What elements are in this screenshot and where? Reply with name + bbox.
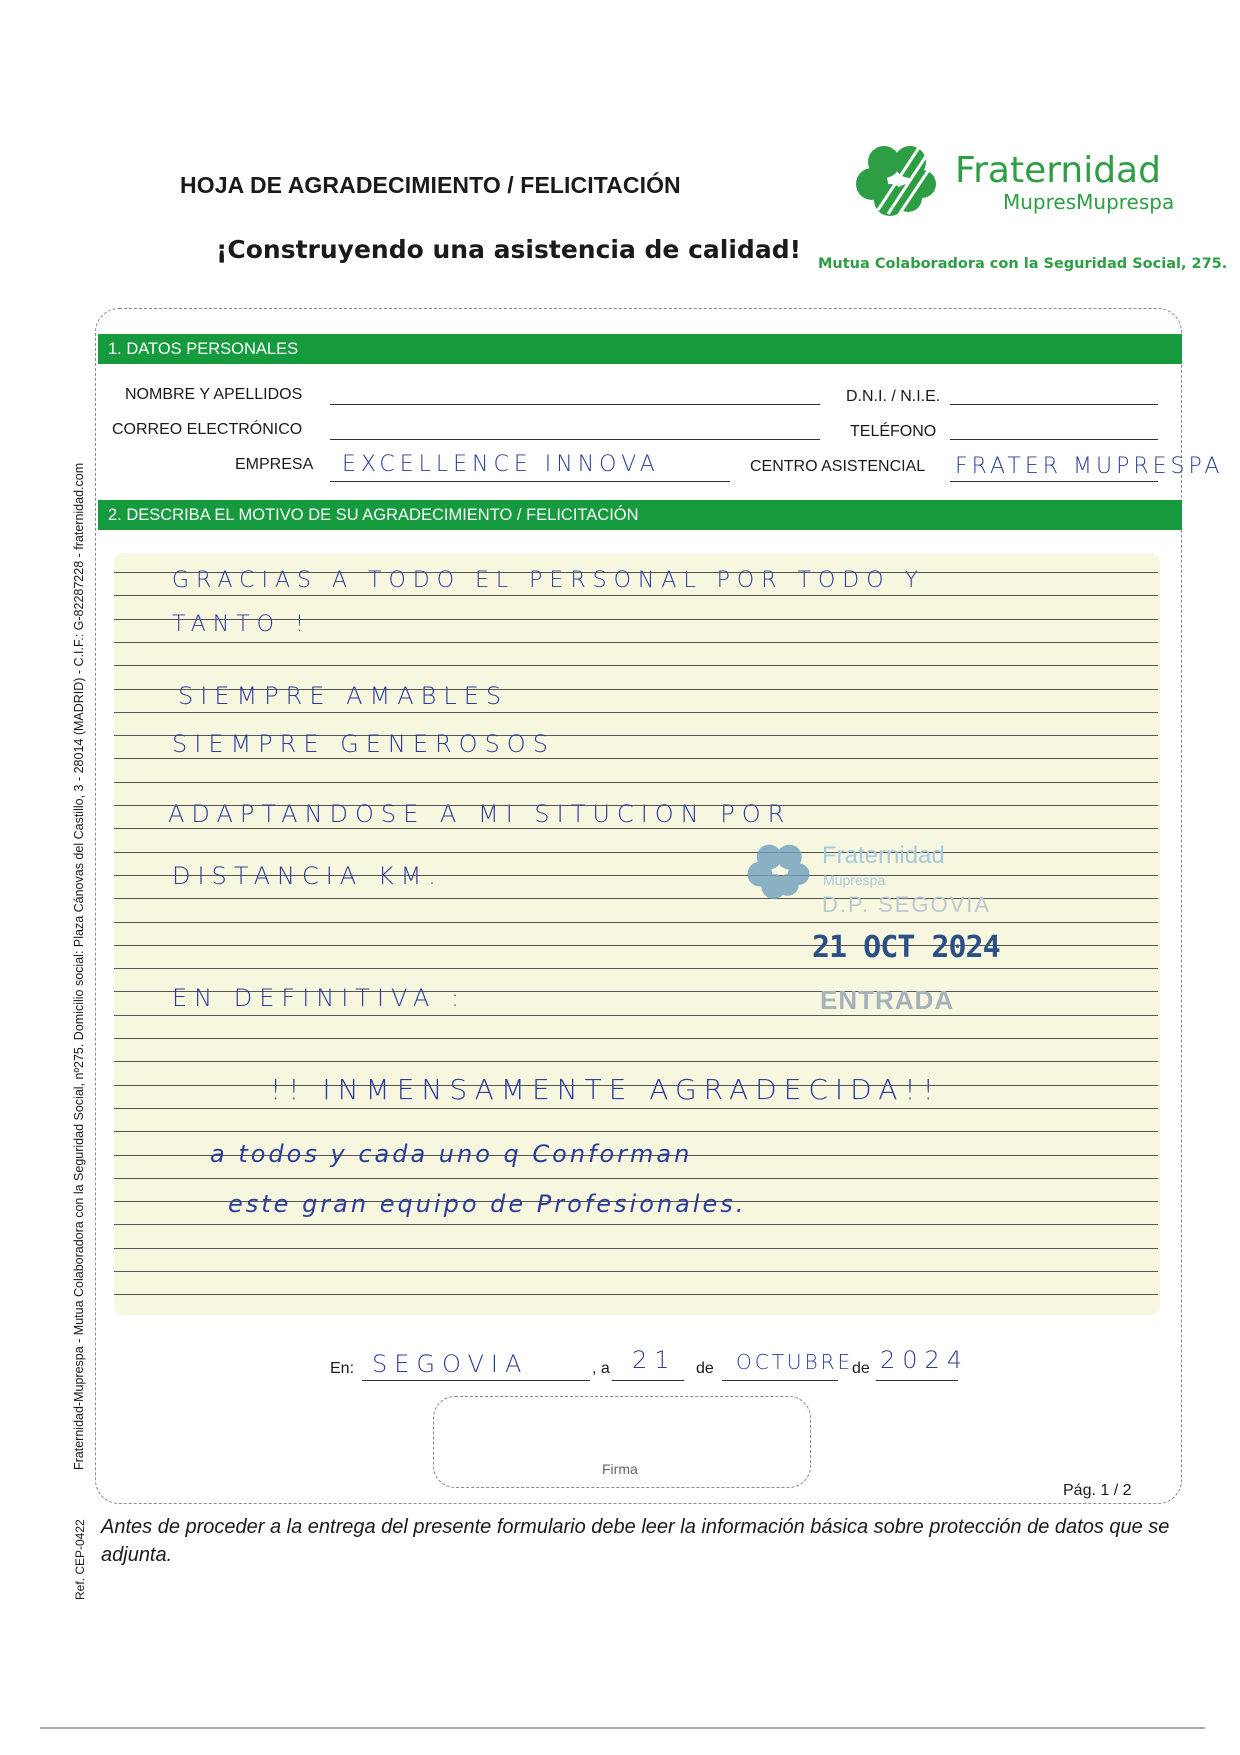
ruled-line [114,758,1158,759]
ruled-line [114,1294,1158,1295]
message-line: SIEMPRE AMABLES [178,682,509,710]
telefono-label: TELÉFONO [850,423,937,440]
ruled-line [114,828,1158,829]
ruled-line [114,852,1158,853]
centro-value: FRATER MUPRESPA [955,454,1224,479]
page-number: Pág. 1 / 2 [1063,1482,1132,1499]
de-label-2: de [852,1360,870,1377]
a-label: , a [592,1360,610,1377]
document-subtitle: ¡Construyendo una asistencia de calidad! [216,235,801,264]
ruled-line [114,1061,1158,1062]
message-line: EN DEFINITIVA : [172,984,467,1012]
ruled-line [114,922,1158,923]
message-line: GRACIAS A TODO EL PERSONAL POR TODO Y [172,568,925,593]
ruled-line [114,1131,1158,1132]
ruled-line [114,1224,1158,1225]
ruled-line [114,968,1158,969]
message-line: TANTO ! [172,612,311,637]
empresa-label: EMPRESA [235,456,314,473]
brand-subname: MupresMuprespa [1003,190,1175,214]
anio-field[interactable] [876,1380,958,1381]
anio-value: 2024 [880,1346,970,1374]
legal-side-text: Fraternidad-Muprespa - Mutua Colaboradora con la Seguridad Social, nº275. Domicilio social: Plaza Cánovas del Castillo, 3 - 28014 (MADRID) - C.I.F.: G-82287228 - fraternidad.com [72,462,86,1470]
ruled-line [114,1015,1158,1016]
centro-label: CENTRO ASISTENCIAL [750,458,926,475]
ruled-line [114,898,1158,899]
telefono-field[interactable] [950,439,1158,440]
ruled-line [114,1271,1158,1272]
firma-label: Firma [602,1461,638,1477]
ruled-line [114,1248,1158,1249]
stamp-date: 21 OCT 2024 [812,930,1000,965]
mes-field[interactable] [722,1380,838,1381]
en-label: En: [330,1360,355,1377]
fraternidad-logo-icon [850,140,946,220]
form-reference: Ref. CEP-0422 [73,1519,87,1600]
nombre-field[interactable] [330,404,820,405]
message-line: ADAPTANDOSE A MI SITUCION POR [168,800,792,828]
ruled-line [114,1108,1158,1109]
centro-field[interactable] [950,481,1158,482]
page-bottom-divider [40,1727,1205,1729]
dni-field[interactable] [950,404,1158,405]
dia-value: 21 [632,1346,677,1374]
de-label-1: de [696,1360,714,1377]
empresa-field[interactable] [330,481,730,482]
brand-name: Fraternidad [955,150,1161,191]
stamp-logo-icon [740,840,820,902]
mes-value: OCTUBRE [736,1350,854,1374]
ruled-line [114,945,1158,946]
section-personal-data-heading: 1. DATOS PERSONALES [98,334,1182,364]
lugar-value: SEGOVIA [372,1350,529,1378]
ruled-line [114,782,1158,783]
ruled-line [114,665,1158,666]
brand-mutua-text: Mutua Colaboradora con la Seguridad Social, 275. [818,256,1228,272]
dni-label: D.N.I. / N.I.E. [846,388,941,405]
section-reason-heading: 2. DESCRIBA EL MOTIVO DE SU AGRADECIMIENTO / FELICITACIÓN [98,500,1182,530]
correo-label: CORREO ELECTRÓNICO [112,421,303,438]
data-protection-notice: Antes de proceder a la entrega del presente formulario debe leer la información básica sobre protección de datos que se adjunta. [101,1516,1170,1566]
ruled-line [114,642,1158,643]
nombre-label: NOMBRE Y APELLIDOS [125,386,303,403]
correo-field[interactable] [330,439,820,440]
ruled-line [114,712,1158,713]
ruled-line [114,595,1158,596]
stamp-office: D.P. SEGOVIA [822,892,992,917]
message-line: este gran equipo de Profesionales. [228,1190,747,1218]
stamp-name: Fraternidad [822,842,945,869]
message-line: !! INMENSAMENTE AGRADECIDA!! [270,1073,941,1106]
stamp-entrada: ENTRADA [820,985,955,1015]
empresa-value: EXCELLENCE INNOVA [342,452,660,477]
stamp-subname: Muprespa [823,872,886,888]
ruled-line [114,1038,1158,1039]
lugar-field[interactable] [362,1380,590,1381]
message-line: SIEMPRE GENEROSOS [172,730,555,758]
document-title: HOJA DE AGRADECIMIENTO / FELICITACIÓN [180,172,681,198]
message-line: DISTANCIA KM. [172,862,443,890]
ruled-line [114,1178,1158,1179]
dia-field[interactable] [612,1380,684,1381]
message-line: a todos y cada uno q Conforman [210,1140,693,1168]
